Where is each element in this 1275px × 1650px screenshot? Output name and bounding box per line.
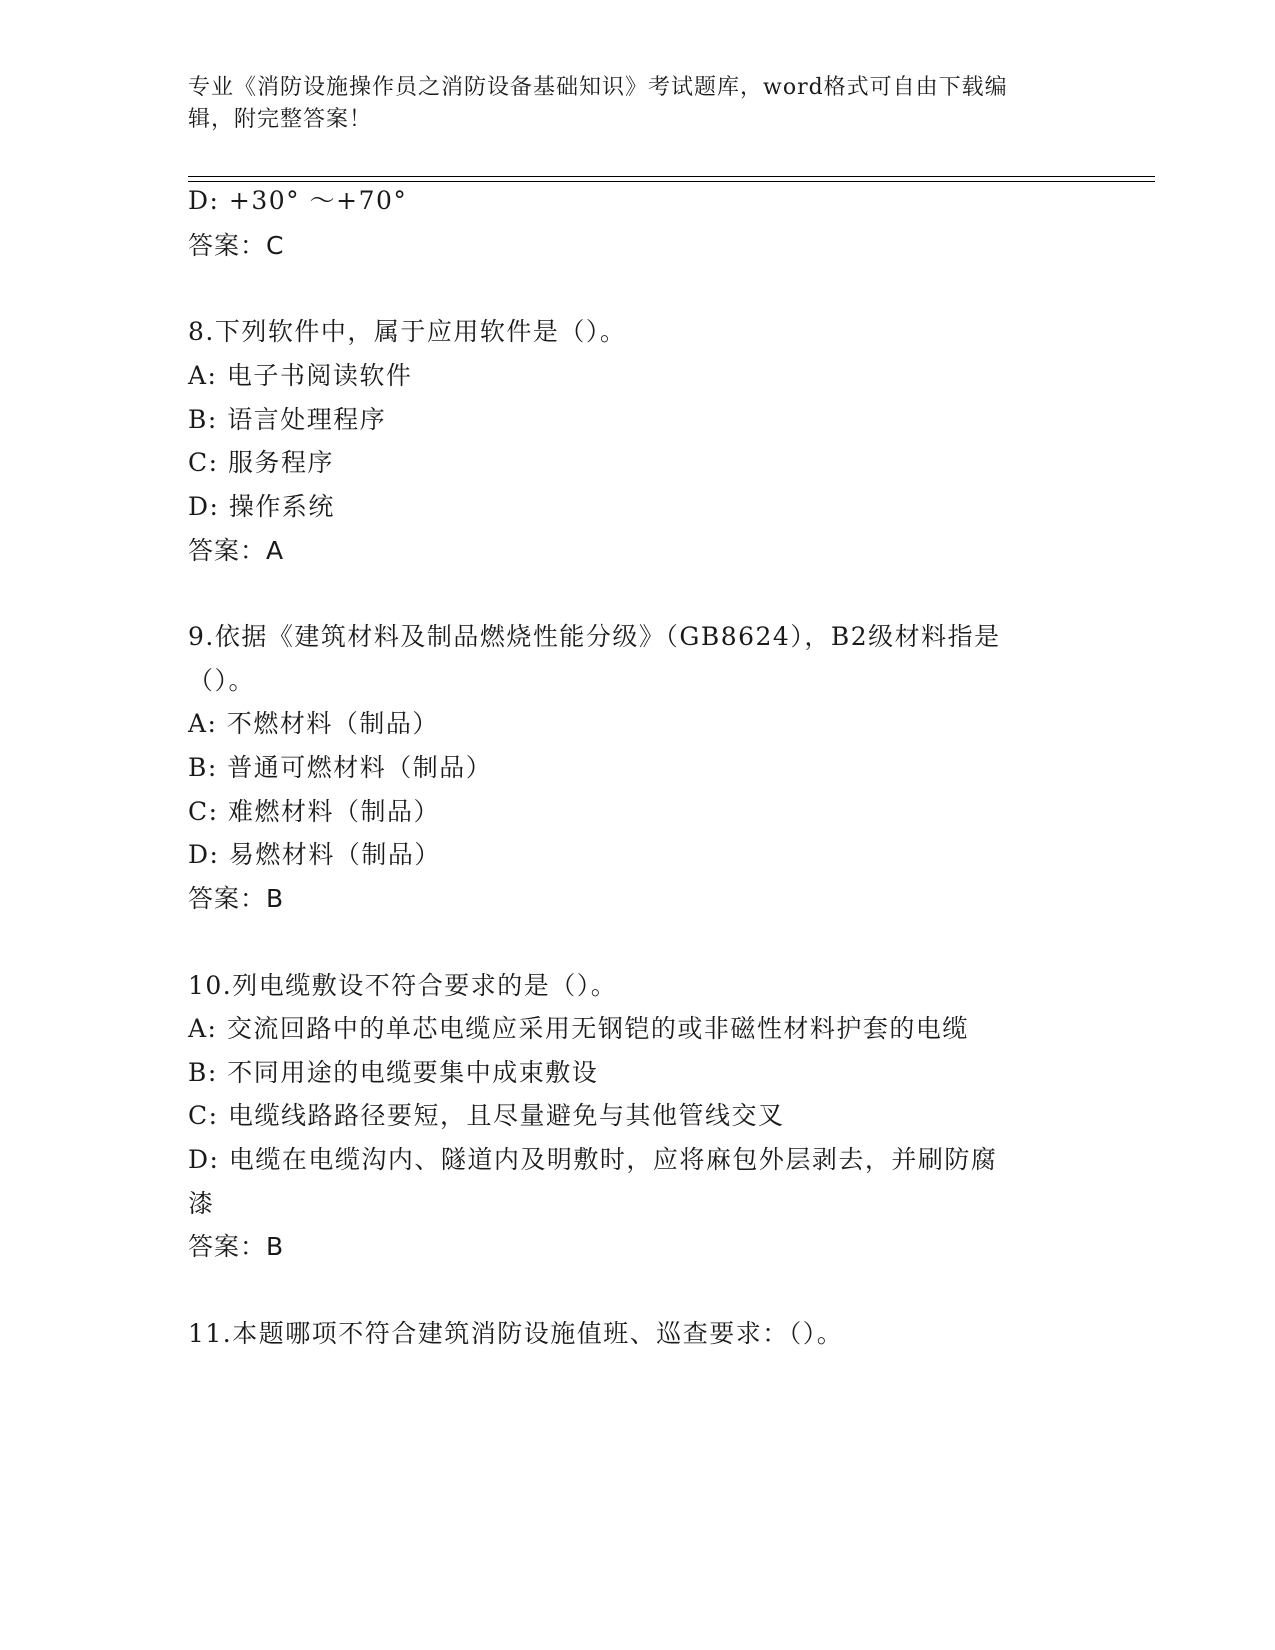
prev-option-d: D: +30° ～+70° xyxy=(188,186,408,215)
document-header xyxy=(188,72,1068,136)
question-9-answer: 答案：B xyxy=(188,884,285,913)
question-10-stem: 10.列电缆敷设不符合要求的是（）。 xyxy=(188,971,618,1000)
question-8-option-a: A: 电子书阅读软件 xyxy=(188,361,413,390)
question-11-stem: 11.本题哪项不符合建筑消防设施值班、巡查要求：（）。 xyxy=(188,1319,844,1348)
question-9-option-c: C: 难燃材料（制品） xyxy=(188,797,440,826)
header-line-2: 辑，附完整答案！ xyxy=(188,107,373,132)
question-10-answer: 答案：B xyxy=(188,1232,285,1261)
question-10-option-d: D: 电缆在电缆沟内、隧道内及明敷时，应将麻包外层剥去，并刷防腐 xyxy=(188,1145,998,1174)
header-line-1: 专业《消防设施操作员之消防设备基础知识》考试题库，word格式可自由下载编 xyxy=(188,75,1008,100)
question-10-option-c: C: 电缆线路路径要短，且尽量避免与其他管线交叉 xyxy=(188,1101,785,1130)
question-8-stem: 8.下列软件中，属于应用软件是（）。 xyxy=(188,317,627,346)
header-divider-top xyxy=(188,176,1155,177)
question-9-option-b: B: 普通可燃材料（制品） xyxy=(188,753,493,782)
question-10-option-b: B: 不同用途的电缆要集中成束敷设 xyxy=(188,1058,599,1087)
question-10-option-d-continued: 漆 xyxy=(188,1189,215,1218)
question-9-option-a: A: 不燃材料（制品） xyxy=(188,709,439,738)
question-8-answer: 答案：A xyxy=(188,536,285,565)
prev-answer: 答案：C xyxy=(188,231,285,260)
question-8-option-c: C: 服务程序 xyxy=(188,448,334,477)
question-8-option-b: B: 语言处理程序 xyxy=(188,405,387,434)
question-8-option-d: D: 操作系统 xyxy=(188,492,335,521)
header-divider-bottom xyxy=(188,181,1155,182)
question-9-option-d: D: 易燃材料（制品） xyxy=(188,840,441,869)
question-9-stem-line-2: （）。 xyxy=(188,666,256,695)
question-9-stem-line-1: 9.依据《建筑材料及制品燃烧性能分级》（GB8624），B2级材料指是 xyxy=(188,622,1001,651)
question-10-option-a: A: 交流回路中的单芯电缆应采用无钢铠的或非磁性材料护套的电缆 xyxy=(188,1014,969,1043)
